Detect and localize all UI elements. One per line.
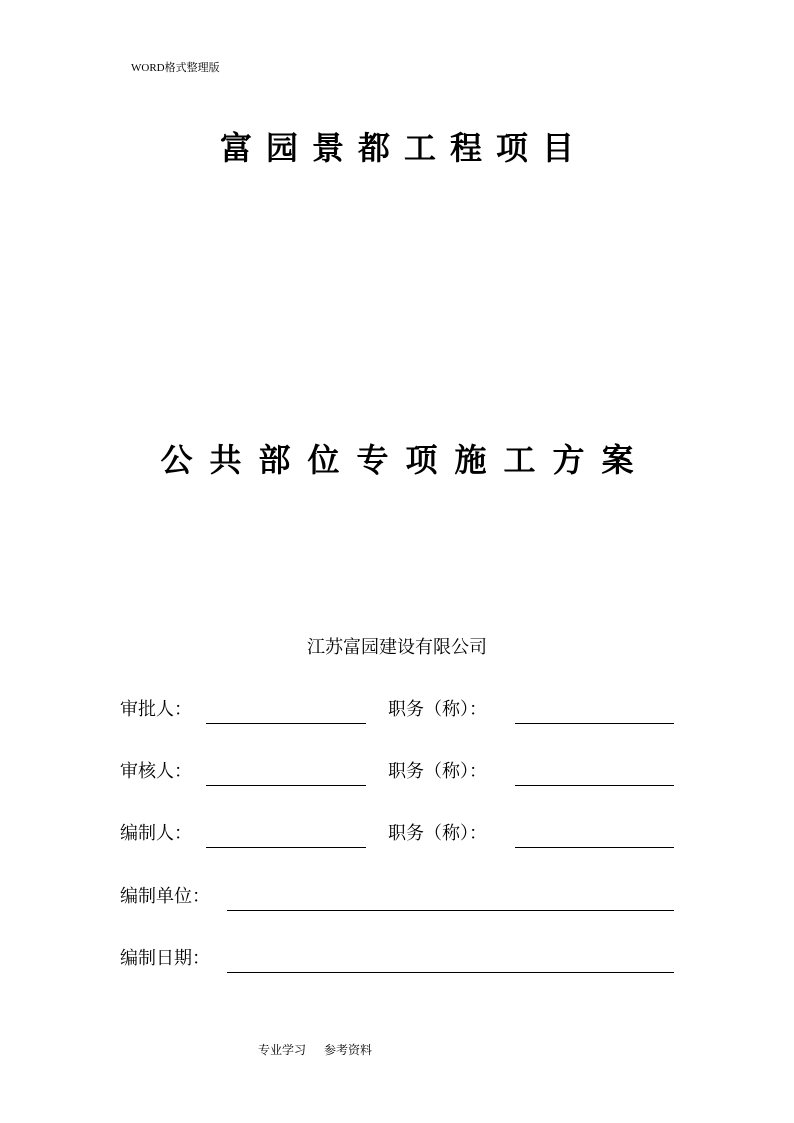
footer-left-text: 专业学习	[258, 1043, 307, 1057]
compile-date-label: 编制日期：	[120, 948, 210, 969]
footer-right-text: 参考资料	[324, 1043, 373, 1057]
compile-unit-row	[120, 884, 675, 914]
reviewer-title-blank-line	[515, 785, 674, 786]
plan-title: 公共部位专项施工方案	[160, 441, 651, 479]
compile-unit-label: 编制单位：	[120, 886, 210, 907]
header-note: WORD格式整理版	[131, 62, 220, 74]
reviewer-label: 审核人：	[120, 761, 192, 782]
compile-unit-blank-line	[227, 910, 674, 911]
compile-date-blank-line	[227, 972, 674, 973]
approver-row	[120, 697, 675, 727]
reviewer-blank-line	[206, 785, 366, 786]
approver-blank-line	[206, 723, 366, 724]
compiler-blank-line	[206, 847, 366, 848]
compiler-title-label: 职务（称）：	[388, 823, 487, 844]
page-footer	[258, 1042, 372, 1058]
compiler-row	[120, 821, 675, 851]
compiler-title-blank-line	[515, 847, 674, 848]
reviewer-row	[120, 759, 675, 789]
reviewer-title-label: 职务（称）：	[388, 761, 487, 782]
compiler-label: 编制人：	[120, 823, 192, 844]
project-title: 富园景都工程项目	[219, 129, 588, 167]
company-name: 江苏富园建设有限公司	[307, 637, 487, 658]
compile-date-row	[120, 946, 675, 976]
approver-title-blank-line	[515, 723, 674, 724]
approver-title-label: 职务（称）：	[388, 699, 487, 720]
approver-label: 审批人：	[120, 699, 192, 720]
